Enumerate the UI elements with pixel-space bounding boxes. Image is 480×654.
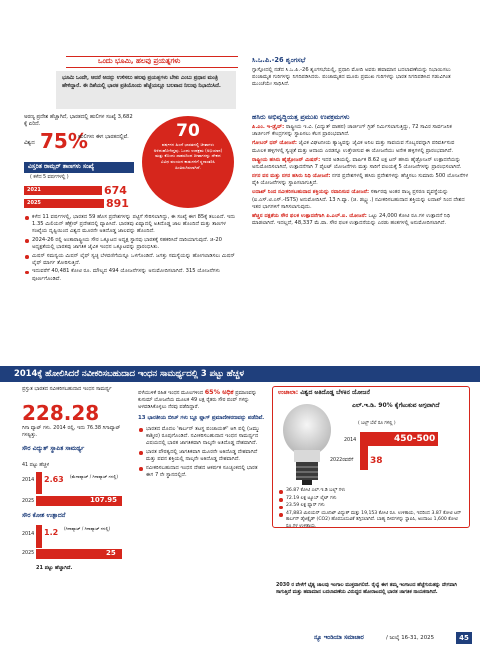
led-2014-bar [360, 432, 368, 454]
mid-bullet: ಭಾರತ ಪೌರತ್ವದಲ್ಲಿ ಜಾಗತಿಕವಾಗಿ ಮೂರನೇ ಅತಿದೊಡ್ಡ ದೇಶವಾಗಿದೆ ಮತ್ತು ಪವನ ಶಕ್ತಿಯಲ್ಲಿ ನಾಲ್ಕನೇ ಅತಿದೊಡ್ಡ ದೇಶವಾಗಿದೆ. [138, 449, 266, 463]
module-2014-value: 1.2 [44, 528, 59, 537]
ramsar-bar-2025 [24, 199, 102, 208]
solar-2014-unit: (ಮೆಗಾವ್ಯಾಟ್ / ಗಿಗಾವ್ಯಾಟ್ ಗಳಲ್ಲಿ) [70, 474, 118, 479]
left-bullet: 2024-26 ರಲ್ಲಿ ಅಂತಾರಾಷ್ಟ್ರೀಯ ಸೌರ ಒಕ್ಕೂಟದ ಅಧ್ಯಕ್ಷ ಸ್ಥಾನವು ಭಾರತಕ್ಕೆ ಸಹಕರಿಸಿದೆ ದಾರಿಯಾಗುವುದೆ. ಜಿ-20 ಅಧ್ಯಕ್ಷತೆಯಲ್ಲಿ ಭಾರತವು ಜಾಗತಿಕ ಜೈವಿಕ ಇಂಧನ ಒಕ್ಕೂಟವನ್ನು ಪ್ರಾರಂಭಿಸಿತು. [24, 237, 236, 251]
intro-box [56, 71, 236, 109]
ramsar-title: ವಿಸ್ತರಿತ ರಾಮ್ಸರ್ ತಾಣಗಳು ಸಂಖ್ಯೆ [28, 163, 95, 170]
footer-brand: ನ್ಯೂ ಇಂಡಿಯಾ ಸಮಾಚಾರ [314, 635, 364, 641]
led-2022-bar [360, 454, 368, 470]
solar-sub: 41 ಪಟ್ಟು ಹೆಚ್ಚಳ [22, 463, 50, 468]
ramsar-2025-year: 2025 [27, 200, 41, 206]
bottom-mid-section [138, 388, 266, 618]
mid-para1 [138, 388, 266, 411]
led-2014-value: 450-500 [394, 434, 436, 444]
pct-75-desc: ಹುಲಿಗಳು ಈಗ ಭಾರತದಲ್ಲಿವೆ. [78, 134, 129, 140]
footer-page: 45 [456, 632, 472, 644]
left-bullet: ಇದುವರೆಗೆ 40,481 ಕೋಟಿ ರೂ. ಮೌಲ್ಯದ 494 ಯೋಜನೆಗಳನ್ನು ಅನುಮೋದಿಸಲಾಗಿದೆ. 315 ಯೋಜನೆಗಳು ಪೂರ್ಣಗೊಂಡಿವೆ. [24, 268, 236, 282]
led-2014-year: 2014 [344, 438, 357, 443]
pct-75: 75% [40, 129, 88, 153]
module-2025-value: 25 [106, 549, 116, 557]
renewable-big-value: 228.28 [22, 401, 100, 425]
initiative-text: ಇದರ ಅಡಿಯಲ್ಲಿ, ವಾರ್ಷಿಕ 8.62 ಲಕ್ಷ ಟನ್ ಹಸಿರು ಹೈಡ್ರೋಜನ್ ಉತ್ಪಾದನೆಯನ್ನು ಅನುಮೋದಿಸಲಾಗಿದೆ, ಉತ್ಪಾದನೆಗಾಗಿ 7 ಪೈಲಟ್ ಯೋಜನೆಗಳು ಮತ್ತು ಸಾರಿಗೆ ವಲಯಕ್ಕೆ 5 ಯೋಜನೆಗಳನ್ನು ಪ್ರಾರಂಭಿಸಲಾಗಿದೆ. [252, 156, 462, 170]
ujala-bullet: 72.19 ಲಕ್ಷ ಟ್ಯೂಬ್ ಲೈಟ್ ಗಳು [278, 496, 468, 502]
mid-para1-pct: 65% ಅಧಿಕ [204, 388, 234, 396]
ramsar-bar-2021 [24, 186, 102, 195]
solar-title: ಸೌರ ವಿದ್ಯುತ್ ಸ್ಥಾಪಿತ ಸಾಮರ್ಥ್ಯ [22, 445, 85, 452]
initiative-list [252, 124, 470, 229]
solar-2014-value: 2.63 [44, 475, 64, 484]
left-bullet: ಕಳೆದ 11 ವರ್ಷಗಳಲ್ಲಿ, ಭಾರತದ 59 ಹೊಸ ಪ್ರದೇಶಗಳನ್ನು ಪಟ್ಟಿಗೆ ಸೇರಿಸಲಾಗಿದ್ದು, ಈ ಸಂಖ್ಯೆ ಈಗ 85ಕ್ಕೆ ತಲುಪಿದೆ. ಇದು 1.35 ಮಿಲಿಯನ್ ಹೆಕ್ಟೇರ್ ಪ್ರದೇಶದಲ್ಲಿ ವ್ಯಾಪಿಸಿದೆ. ಭಾರತವು ಏಷ್ಯಾದಲ್ಲಿ ಅತಿದೊಡ್ಡ ಜಾಲ ಹೊಂದಿದೆ ಮತ್ತು ತಾಣಗಳ ಸಂಖ್ಯೆಯ ದೃಷ್ಟಿಯಿಂದ ವಿಶ್ವದ ಮೂರನೇ ಅತಿದೊಡ್ಡ ಜಾಲವನ್ನು ಹೊಂದಿದೆ. [24, 214, 236, 236]
initiative-item [252, 140, 470, 154]
world-prefix: ವಿಶ್ವದ [24, 140, 35, 146]
module-2014-bar [36, 525, 42, 548]
mid-bullet-list [138, 426, 266, 479]
initiative-text: ಒಟ್ಟು 24,000 ಕೋಟಿ ರೂ.ಗಳ ಉತ್ಪಾದನೆ ನಿಧಿ ಮಾಡಲಾಗಿದೆ. ಇದಲ್ಲದೆ, 48,337 ಮೆ.ವಾ. ಸೌರ ಫಲಕ ಉತ್ಪಾದನೆಯನ್ನು ಎರಡು ಹಂತಗಳಲ್ಲಿ ಅನುಮೋದಿಸಲಾಗಿದೆ. [252, 212, 451, 227]
led-bulb-icon [280, 400, 334, 486]
ujala-head: ಉಜಾಲಾ: [278, 389, 299, 396]
initiative-head: ಹೆಚ್ಚಿನ ದಕ್ಷತೆಯ ಸೌರ ಫಲಕ ಉತ್ಪಾದನೆಗಾಗಿ ಪಿ.ಎಲ್.ಐ. ಯೋಜನೆ: [252, 212, 367, 219]
initiative-text: ಜೈವಿಕ ವಿಘಟನೀಯ ತ್ಯಾಜ್ಯವನ್ನು ಜೈವಿಕ ಅನಿಲ ಮತ್ತು ಸಾವಯವ ಗೊಬ್ಬರವನ್ನಾಗಿ ಪರಿವರ್ತಿಸುವ ಮೂಲಕ ಹಳ್ಳಿಗಳಲ್ಲಿ ಸ್ವಚ್ಛತೆ ಮತ್ತು ಆದಾಯ ಎರಡನ್ನೂ ಉತ್ತೇಜಿಸುವ ಈ ಯೋಜನೆಯು ಅನೇಕ ಹಳ್ಳಿಗಳಲ್ಲಿ ಪ್ರಾರಂಭವಾಗಿದೆ. [252, 140, 455, 154]
bottom-right-section [272, 386, 472, 622]
ramsar-bar-2025-ext [102, 199, 104, 208]
initiative-text: ರಾಷ್ಟ್ರೀಯ ಇ.ವಿ. (ವಿದ್ಯುತ್ ವಾಹನ) ಚಾರ್ಜಿಂಗ್ ಗ್ರಿಡ್ ನಿರ್ಮಿಸಲಾಗುತ್ತಿದ್ದು, 72 ಸಾವಿರ ಸಾರ್ವಜನಿಕ ಚಾರ್ಜಿಂಗ್ ಕೇಂದ್ರಗಳನ್ನು ಸ್ಥಾಪಿಸಲು ಕೆಲಸ ಪ್ರಾರಂಭವಾಗಿದೆ. [252, 124, 452, 138]
left-bullet: ಮಿಷನ್ ಸಮನ್ವಯ ಮಿಷನ್ ಲೈಫ್ ಸ್ವಚ್ಛ ಬೆಳವಣಿಗೆಯನ್ನೂ ಒಳಗೊಂಡಿದೆ. ಜಗತ್ತು ಸಮಸ್ಯೆಯನ್ನು ಹೋಗಲಾಡಿಸಲು ಮಿಷನ್ ಲೈಫ್ ಮಾರ್ಗ ತೋರಿಸುತ್ತಿದೆ. [24, 253, 236, 267]
module-title: ಸೌರ ಕೋಶ ಉತ್ಪಾದನೆ [22, 512, 66, 519]
led-unit: ( ಬಲ್ಬ್ ಬೆಲೆ ರೂ ಗಳಲ್ಲಿ ) [358, 421, 396, 426]
ujala-bullet: 47,883 ಮಿಲಿಯನ್ ಯೂನಿಟ್ ವಿದ್ಯುತ್ ಮತ್ತು 19,153 ಕೋಟಿ ರೂ. ಉಳಿತಾಯ, ಇದರಿಂದ 3.87 ಕೋಟಿ ಟನ್ ಕಾರ್ಬನ್ ಡೈಆಕ್ಸೈಡ್ (CO2) ಹೊರಸೂಸುವಿಕೆ ತಗ್ಗಿಸಲಾಗಿದೆ. ಬಾಹ್ಯ ದೀಪಗಳನ್ನು ಸ್ಥಾಪಿಸಿ, ಅಂದಾಜು 1,600 ಕೋಟಿ ರೂ.ಗಳ ಉಳಿತಾಯ. [278, 511, 468, 530]
mid-bullet: ನವೀಕರಿಸಬಹುದಾದ ಇಂಧನ ದೇಶದ ಆಕರ್ಷಕ ಸೂಚ್ಯಂಕದಲ್ಲಿ ಭಾರತ ಈಗ 7 ನೇ ಸ್ಥಾನದಲ್ಲಿದೆ. [138, 465, 266, 479]
ujala-bullet-list [278, 488, 468, 532]
solar-2025-year: 2025 [22, 499, 35, 504]
led-2022-value: 38 [370, 456, 383, 466]
renewable-big-desc: ಗಿಗಾ ವ್ಯಾಟ್ ಗಳು. 2014 ರಲ್ಲಿ, ಇದು 76.38 ಗಿಗಾವ್ಯಾಟ್ ಗಳಷ್ಟಿತ್ತು. [22, 425, 121, 438]
green-title: ಹಸಿರು ಅಭಿವೃದ್ಧಿಯತ್ತ ಪ್ರಮುಖ ಉಪಕ್ರಮಗಳು [252, 113, 350, 121]
led-title: ಎಲ್.ಇ.ಡಿ. 90% ಕೈಗೆಟುಕುವ ಅಗ್ಗವಾಗಿದೆ [352, 402, 440, 409]
ramsar-2021-value: 674 [104, 184, 127, 197]
cheetah-text: ವರ್ಷಗಳ ಹಿಂದೆ ಭಾರತದಲ್ಲಿ ಚೀತಾಗಳು ಅಳಿದುಹೋಗಿದ್ದವು. ಒಂದು ಉಪಕ್ರಮ (ಅಭಿಯಾನ) ಮತ್ತು ಕೊಂದು ಸಾಹಸದಿಂದ ಚೀತಾಗಳನ್ನು ದೇಶದ ವಿವಿಧ ವಲಯದ ಕಾಡುಗಳಿಗೆ ಸ್ಥಳಾಂತರಿಸಿ ಹಿಂತಿರುಗಿಸಲಾಗಿದೆ. [153, 142, 223, 170]
ramsar-2025-value: 891 [106, 197, 129, 210]
footer-issue: / ಜುಲೈ 16-31, 2025 [386, 635, 435, 641]
mid-para1-rest: ಪ್ರಮಾಣವನ್ನು ಕುಸುಮ್ ಯೋಜನೆಯ ಮೂಲಕ 49 ಲಕ್ಷ ರೈತರು ಸೌರ ಪಂಪ್ ಗಳನ್ನು ಅಳವಡಿಸಿಕೊಳ್ಳಲು ನೆರವು ಪಡೆದಿದ್ದಾರೆ. [138, 390, 257, 410]
ujala-title: ವಿಶ್ವದ ಅತಿದೊಡ್ಡ ಬೆಳಕಿನ ಯೋಜನೆ [300, 389, 370, 396]
solar-2025-value: 107.95 [90, 496, 118, 504]
intro-text: ಭೂಮಿ ಒಂದೇ, ಆದರೆ ಅದನ್ನು ಉಳಿಸಲು ಹಲವು ಪ್ರಯತ್ನಗಳು ಬೇಕು ಎಂಬು ಪ್ರಧಾನ ಮಂತ್ರಿ ಹೇಳಿದ್ದಾರೆ. ಈ ದಿಶೆಯಲ್ಲಿ ಭಾರತ ಪ್ರತಿಯೊಂದು ಹೆಜ್ಜೆಯಲ್ಲೂ ಬಲವಾದ ನಿಲುವು ನಿಭಾಯಿಸಿದೆ. [62, 75, 221, 89]
renewable-intro: ಪ್ರಸ್ತುತ ಭಾರತದ ನವೀಕರಿಸಬಹುದಾದ ಇಂಧನ ಸಾಮರ್ಥ್ಯ [22, 386, 112, 392]
initiative-head: ರಾಷ್ಟ್ರೀಯ ಹಸಿರು ಹೈಡ್ರೋಜನ್ ಮಿಷನ್: [252, 156, 321, 163]
banner-title: 2014ಕ್ಕೆ ಹೋಲಿಸಿದರೆ ನವೀಕರಿಸಬಹುದಾದ ಇಂಧನ ಸಾಮರ್ಥ್ಯದಲ್ಲಿ 3 ಪಟ್ಟು ಹೆಚ್ಚಳ [14, 368, 244, 378]
module-2014-year: 2014 [22, 532, 35, 537]
left-top-section [0, 0, 238, 365]
mid-para1-prefix: ಪಳೆಯುಳಿಕೆ ರಹಿತ ಇಂಧನ ಮೂಲಗಳಿಂದ [138, 390, 205, 396]
right-top-section [244, 0, 470, 365]
cheetah-number: 70 [176, 121, 200, 141]
initiative-text: ಸರ್ಕಾರವು ಅಂತರ ರಾಜ್ಯ ಪ್ರಸರಣ ವ್ಯವಸ್ಥೆಯನ್ನು (ಐ.ಎಸ್.ಟಿ.ಎಸ್.-ISTS) ಅನುಮೋದಿಸಿದೆ. 13 ಗಿ.ವ್ಯಾ. (ಜಿ. ಡಬ್ಲ್ಯು.) ನವೀಕರಿಸಬಹುದಾದ ಶಕ್ತಿಯನ್ನು ಲದಾಖ್ ನಿಂದ ದೇಶದ ಇತರ ಭಾಗಗಳಿಗೆ ಸಾಗಿಸಲಾಗುವುದು. [252, 189, 465, 210]
initiative-item [252, 173, 470, 187]
initiative-head: ಪಿ.ಎಂ. ಇ-ಡ್ರೈವ್: [252, 124, 285, 130]
initiative-item [252, 124, 470, 138]
ujala-bullet: 36.87 ಕೋಟಿ ಎಲ್.ಇ.ಡಿ ಬಲ್ಬ್ ಗಳು [278, 488, 468, 494]
initiative-text: ನಗರ ಪ್ರದೇಶಗಳಲ್ಲಿ ಹಸಿರು ಪ್ರದೇಶಗಳನ್ನು ಹೆಚ್ಚಿಸಲು ಸುಮಾರು 500 ಯೋಜನೆಗಳ ಪೈಕಿ ಯೋಜನೆಗಳನ್ನು ಸ್ಥಾಪಿಸಲಾಗುತ್ತಿದೆ. [252, 173, 469, 187]
ujala-title-row [278, 389, 370, 397]
module-2025-year: 2025 [22, 551, 35, 556]
mid-para2: 13 ಭಾರತೀಯ ಬೀಚ್ ಗಳು ಬ್ಲೂ ಫ್ಲಾಗ್ ಪ್ರಮಾಣೀಕರಣವನ್ನು ಪಡೆದಿವೆ. [138, 414, 265, 421]
solar-2014-bar [36, 472, 42, 494]
left-title: ಒಂದು ಭೂಮಿ, ಹಲವು ಪ್ರಯತ್ನಗಳು [98, 57, 181, 65]
ramsar-sub: ( ಕಳೆದ 5 ವರ್ಷಗಳಲ್ಲಿ ) [30, 175, 69, 180]
initiative-head: ಲದಾಖ್ ನಿಂದ ನವೀಕರಿಸಬಹುದಾದ ಶಕ್ತಿಯನ್ನು ರವಾನಿಸುವ ಯೋಜನೆ: [252, 189, 370, 196]
cop-text: ಗ್ಲಾಸ್ಗೋದಲ್ಲಿ ನಡೆದ ಸಿ.ಒ.ಪಿ.-26 ಶೃಂಗಸಭೆಯಲ್ಲಿ, ಪ್ರಧಾನಿ ಮೋದಿ ಅವರು ಹವಾಮಾನ ಬದಲಾವಣೆಯನ್ನು ನಿಭಾಯಿಸಲು ಪಂಚಾಮೃತ ಗುರಿಗಳನ್ನು ನಿಗದಿಪಡಿಸಿದರು. ಪಂಚಾಮೃತದ ಮೂರು ಪ್ರಮುಖ ಗುರಿಗಳನ್ನು ಭಾರತ ನಿಗದಿಪಡಿಸಿದ ಗಡುವಿಗಿಂತ ಮುಂಚೆಯೇ ಸಾಧಿಸಿದೆ. [252, 67, 451, 88]
ujala-bullet: 23.59 ಲಕ್ಷ ಫ್ಯಾನ್ ಗಳು [278, 503, 468, 509]
module-unit: (ಗಿಗಾವ್ಯಾಟ್ / ಗಿಗಾವ್ಯಾಟ್ ಗಳಲ್ಲಿ) [64, 526, 111, 531]
initiative-item [252, 189, 470, 211]
bottom-left-section [0, 384, 140, 624]
left-bullet-list [24, 214, 236, 284]
cop-title: ಸಿ.ಒ.ಪಿ.-26 ಶೃಂಗಸಭೆ [252, 56, 306, 64]
initiative-item [252, 157, 470, 171]
forest-text: ಅರಣ್ಯ ಪ್ರದೇಶ ಹೆಚ್ಚಾಗಿದೆ, ಭಾರತದಲ್ಲಿ ಹುಲಿಗಳ ಸಂಖ್ಯೆ 3,682 ಕ್ಕೆ ಏರಿದೆ. [24, 114, 133, 128]
led-2022-year: 2022ರವರೆಗೆ [330, 458, 354, 463]
banner [0, 366, 480, 382]
initiative-head: ನಗರ ವನ ಮತ್ತು ನಗರ ಹಸಿರು ನಿಧಿ ಯೋಜನೆ: [252, 173, 331, 180]
initiative-item [252, 213, 470, 227]
footer [290, 632, 480, 646]
ramsar-2021-year: 2021 [27, 187, 41, 193]
initiative-head: ಗೋಬರ್ ಧನ್ ಯೋಜನೆ: [252, 140, 297, 147]
cheetah-circle [142, 116, 234, 208]
module-footer: 21 ಪಟ್ಟು ಹೆಚ್ಚಾಗಿದೆ. [36, 565, 73, 571]
mid-bullet: ಭಾರತದ ಮೊದಲ 'ಕಾರ್ಬನ್ ತಟಸ್ಥ ಪಂಚಾಯತ್' ಆಗಿ ಪಲ್ಲಿ (ಜಮ್ಮು ಕಾಶ್ಮೀರ) ರೂಪುಗೊಂಡಿದೆ. ನವೀಕರಿಸಬಹುದಾದ ಇಂಧನ ಸಾಮರ್ಥ್ಯದ ವಿಷಯದಲ್ಲಿ ಭಾರತ ಜಾಗತಿಕವಾಗಿ ನಾಲ್ಕನೇ ಅತಿದೊಡ್ಡ ದೇಶವಾಗಿದೆ. [138, 426, 266, 448]
rail-goal: 2030 ರ ವೇಳೆಗೆ ಭೈತ್ಯ ಜಾಲವು ಇಂಗಾಲ ಮುಕ್ತವಾಗಲಿದೆ. ರೈಲ್ವೆ ಈಗ ತಮ್ಮ ಇಂಗಾಲದ ಹೆಜ್ಜೆಗುರುತನ್ನು ವೇಗವಾಗಿ ಸಾಗುತ್ತಿದೆ ಮತ್ತು ಹವಾಮಾನ ಬದಲಾವಣೆಯ ವಿರುದ್ಧದ ಹೋರಾಟದಲ್ಲಿ ಭಾರತ ಜಾಗತಿಕ ನಾಯಕನಾಗಿದೆ. [276, 582, 457, 595]
solar-2014-year: 2014 [22, 478, 35, 483]
